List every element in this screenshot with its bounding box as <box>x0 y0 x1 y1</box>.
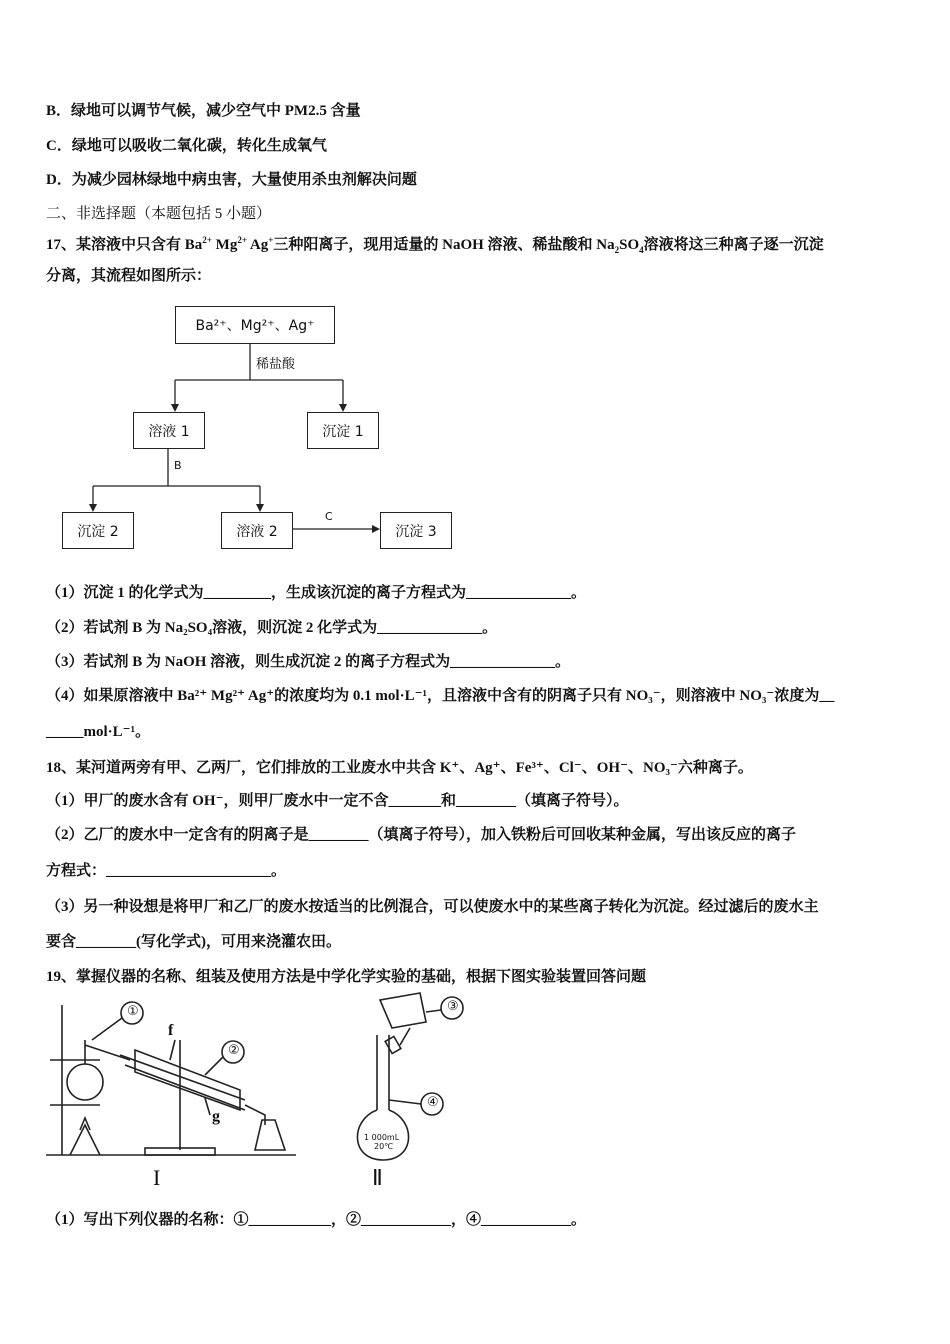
label-2: ② <box>228 1043 240 1058</box>
flow-solution-1: 溶液 1 <box>133 412 205 449</box>
flow-precipitate-2: 沉淀 2 <box>62 512 134 549</box>
q19-stem: 19、掌握仪器的名称、组装及使用方法是中学化学实验的基础，根据下图实验装置回答问题 <box>46 969 647 985</box>
figure-ii-label: Ⅱ <box>372 1165 383 1190</box>
label-1: ① <box>127 1004 139 1019</box>
flow-start-box: Ba²⁺、Mg²⁺、Ag⁺ <box>175 306 335 344</box>
label-4: ④ <box>427 1095 439 1110</box>
flow-reagent-c: C <box>325 510 333 523</box>
q17-stem: 17、某溶液中只含有 $Ba^{2+}$ $Mg^{2+}$ Ag+三种阳离子，现用适量的 NaOH 溶液、稀盐酸和 $Na_2SO_4$溶液将这三种离子逐一沉淀 <box>46 235 824 255</box>
q18-part2-cont: 方程式：______________________。 <box>46 863 287 879</box>
q19-part1: （1）写出下列仪器的名称：①___________，②____________，④____________。 <box>46 1212 587 1228</box>
q18-stem: 18、某河道两旁有甲、乙两厂，它们排放的工业废水中共含 K⁺、Ag⁺、Fe³⁺、Cl⁻、OH⁻、NO₃⁻六种离子。 <box>46 760 753 776</box>
q17-part3: （3）若试剂 B 为 NaOH 溶液，则生成沉淀 2 的离子方程式为______________。 <box>46 654 571 670</box>
q17-part2: （2）若试剂 B 为 Na₂SO₄溶液，则沉淀 2 化学式为______________。 <box>46 620 498 636</box>
label-g: g <box>212 1108 220 1125</box>
q17-part4-cont: _____mol·L⁻¹。 <box>46 724 151 740</box>
flow-solution-2: 溶液 2 <box>221 512 293 549</box>
q18-part1: （1）甲厂的废水含有 OH⁻，则甲厂废水中一定不含_______和________（填离子符号）。 <box>46 793 629 809</box>
option-d: D．为减少园林绿地中病虫害，大量使用杀虫剂解决问题 <box>46 172 417 188</box>
flask-temp: 20℃ <box>374 1142 394 1151</box>
section-heading: 二、非选择题（本题包括 5 小题） <box>46 206 272 222</box>
option-c: C．绿地可以吸收二氧化碳，转化生成氧气 <box>46 138 327 154</box>
flow-precipitate-1: 沉淀 1 <box>307 412 379 449</box>
q18-part3-cont: 要含________(写化学式)，可用来浇灌农田。 <box>46 934 341 950</box>
flow-precipitate-3: 沉淀 3 <box>380 512 452 549</box>
q17-part1: （1）沉淀 1 的化学式为_________，生成该沉淀的离子方程式为______________。 <box>46 585 587 601</box>
option-b: B．绿地可以调节气候，减少空气中 PM2.5 含量 <box>46 103 361 119</box>
q17-part4: （4）如果原溶液中 Ba²⁺ Mg²⁺ Ag⁺的浓度均为 0.1 mol·L⁻¹，且溶液中含有的阴离子只有 NO₃⁻，则溶液中 NO₃⁻浓度为__ <box>46 688 835 704</box>
flow-reagent-1: 稀盐酸 <box>256 357 296 372</box>
q18-part2: （2）乙厂的废水中一定含有的阴离子是________（填离子符号），加入铁粉后可回收某种金属，写出该反应的离子 <box>46 827 797 843</box>
flask-volume: 1 000mL <box>364 1133 400 1142</box>
q17-stem-2: 分离，其流程如图所示： <box>46 268 212 284</box>
label-3: ③ <box>447 999 459 1014</box>
q18-part3: （3）另一种设想是将甲厂和乙厂的废水按适当的比例混合，可以使废水中的某些离子转化为沉淀。经过滤后的废水主 <box>46 899 819 915</box>
label-f: f <box>168 1022 174 1039</box>
figure-i-label: I <box>153 1165 161 1190</box>
flow-reagent-b: B <box>174 459 182 472</box>
